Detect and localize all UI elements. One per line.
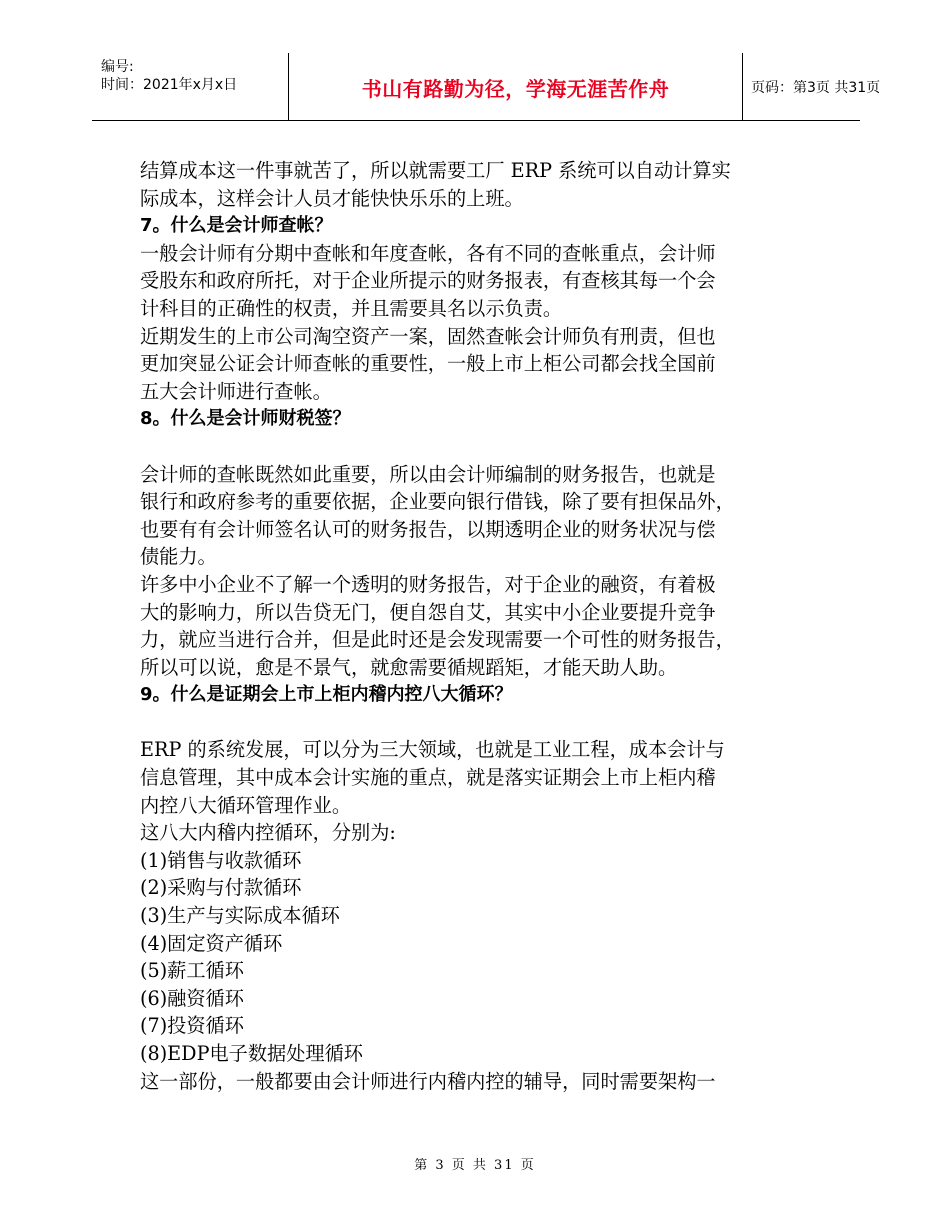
body-text-line: 际成本，这样会计人员才能快快乐乐的上班。 bbox=[140, 186, 524, 210]
body-text-line: (6)融资循环 bbox=[140, 986, 244, 1010]
section-heading: 9。什么是证期会上市上柜内稽内控八大循环？ bbox=[140, 684, 513, 706]
body-text-line: 会计师的查帐既然如此重要，所以由会计师编制的财务报告，也就是 bbox=[140, 462, 716, 486]
page-header bbox=[92, 53, 881, 121]
header-motto-cell bbox=[288, 53, 743, 121]
blank-line bbox=[140, 433, 810, 461]
header-motto: 书山有路勤为径，学海无涯苦作舟 bbox=[361, 76, 670, 101]
body-text-line: 所以可以说，愈是不景气，就愈需要循规蹈矩，才能天助人助。 bbox=[140, 655, 678, 679]
body-text-line: 近期发生的上市公司淘空资产一案，固然查帐会计师负有刑责，但也 bbox=[140, 324, 716, 348]
body-text-line: (8)EDP电子数据处理循环 bbox=[140, 1042, 363, 1065]
body-text-line: 力，就应当进行合并，但是此时还是会发现需要一个可性的财务报告， bbox=[140, 628, 735, 652]
body-text-line: (3)生产与实际成本循环 bbox=[140, 904, 340, 928]
header-page-info: 页码：第3页 共31页 bbox=[751, 80, 881, 96]
section-heading: 7。什么是会计师查帐？ bbox=[140, 215, 333, 237]
body-text-line: 债能力。 bbox=[140, 545, 217, 569]
body-text-line: (1)销售与收款循环 bbox=[140, 848, 302, 872]
page-footer: 第 3 页 共 31 页 bbox=[414, 1158, 536, 1173]
document-id-label: 编号: bbox=[101, 59, 134, 75]
body-text-line: 也要有有会计师签名认可的财务报告，以期透明企业的财务状况与偿 bbox=[140, 517, 716, 541]
blank-line bbox=[140, 709, 810, 737]
body-text-line: 信息管理，其中成本会计实施的重点，就是落实证期会上市上柜内稽 bbox=[140, 766, 716, 790]
body-text-line: 五大会计师进行查帐。 bbox=[140, 379, 332, 403]
body-text-line: 更加突显公证会计师查帐的重要性，一般上市上柜公司都会找全国前 bbox=[140, 352, 716, 376]
body-text-line: 许多中小企业不了解一个透明的财务报告，对于企业的融资，有着极 bbox=[140, 572, 716, 596]
body-text-line: 计科目的正确性的权责，并且需要具名以示负责。 bbox=[140, 296, 563, 320]
body-text-line: (5)薪工循环 bbox=[140, 959, 244, 983]
body-text-line: ERP 的系统发展，可以分为三大领域，也就是工业工程，成本会计与 bbox=[140, 738, 725, 762]
document-date-label: 时间：2021年x月x日 bbox=[101, 77, 238, 93]
header-meta-cell bbox=[92, 53, 288, 121]
body-text-line: 银行和政府参考的重要依据，企业要向银行借钱，除了要有担保品外， bbox=[140, 490, 735, 514]
body-text-line: (4)固定资产循环 bbox=[140, 931, 283, 955]
body-text-line: 结算成本这一件事就苦了，所以就需要工厂 ERP 系统可以自动计算实 bbox=[140, 159, 731, 182]
document-body bbox=[140, 157, 810, 1095]
body-text-line: 这八大内稽内控循环，分别为: bbox=[140, 821, 396, 845]
body-text-line: 受股东和政府所托，对于企业所提示的财务报表，有查核其每一个会 bbox=[140, 269, 716, 293]
body-text-line: 这一部份，一般都要由会计师进行内稽内控的辅导，同时需要架构一 bbox=[140, 1069, 716, 1093]
body-text-line: (7)投资循环 bbox=[140, 1014, 244, 1038]
body-text-line: (2)采购与付款循环 bbox=[140, 876, 302, 900]
header-page-cell bbox=[743, 53, 881, 121]
body-text-line: 大的影响力，所以告贷无门，便自怨自艾，其实中小企业要提升竞争 bbox=[140, 600, 716, 624]
body-text-line: 一般会计师有分期中查帐和年度查帐，各有不同的查帐重点，会计师 bbox=[140, 241, 716, 265]
body-text-line: 内控八大循环管理作业。 bbox=[140, 793, 352, 817]
section-heading: 8。什么是会计师财税签？ bbox=[140, 408, 351, 430]
